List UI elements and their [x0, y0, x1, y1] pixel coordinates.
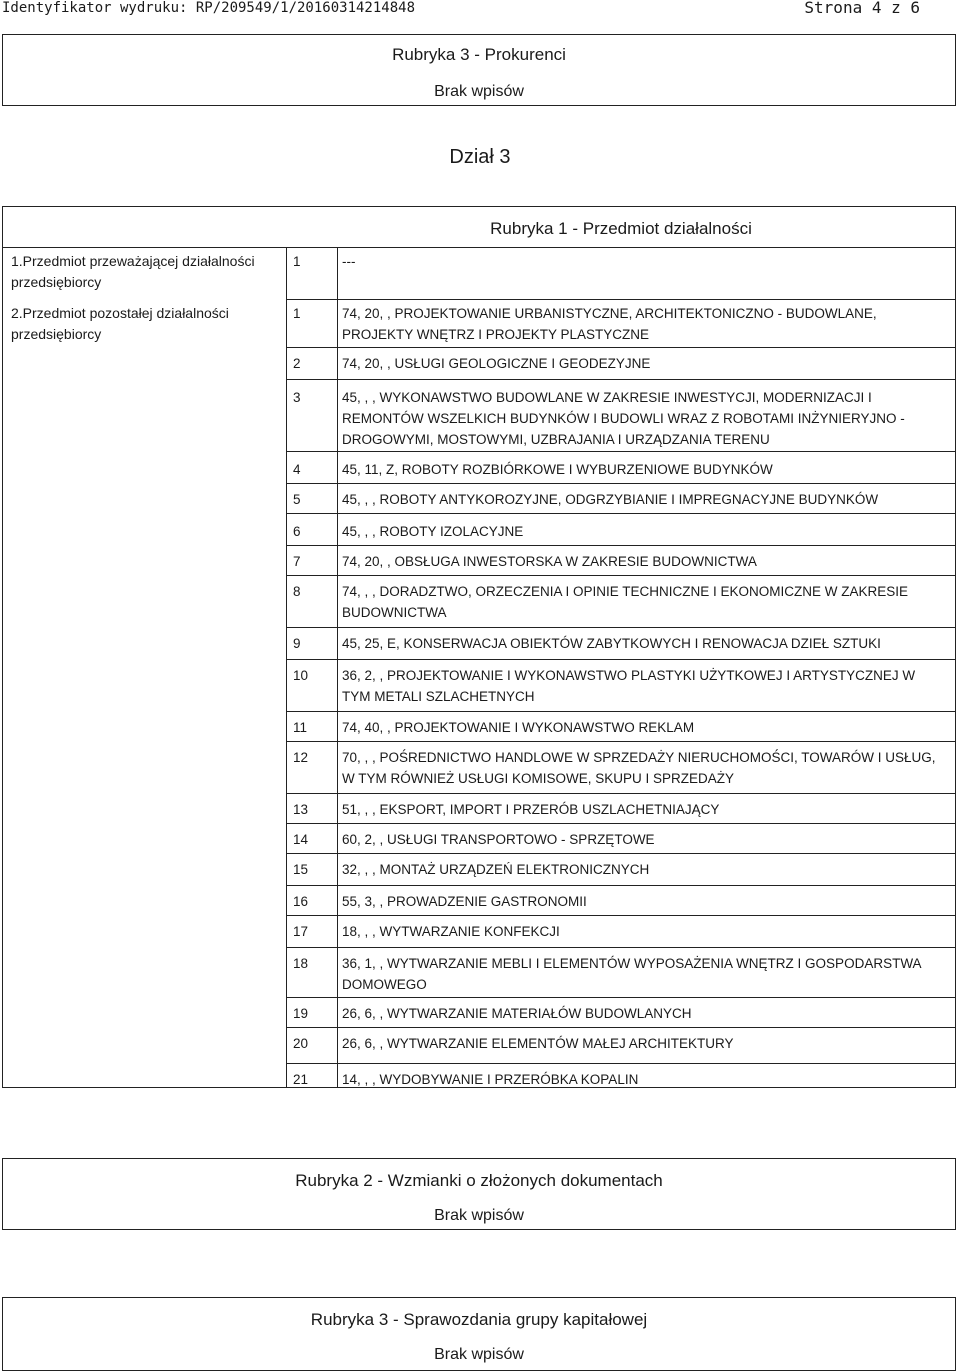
- page-number: Strona 4 z 6: [804, 0, 920, 17]
- row-divider: [287, 347, 955, 348]
- row-number: 21: [293, 1072, 309, 1087]
- row-divider: [287, 711, 955, 712]
- row-number: 8: [293, 584, 301, 599]
- row-number: 3: [293, 390, 301, 405]
- row-divider: [287, 885, 955, 886]
- row-divider: [287, 627, 955, 628]
- row-divider: [287, 545, 955, 546]
- row-number: 2: [293, 356, 301, 371]
- row-number: 5: [293, 492, 301, 507]
- row-text: 51, , , EKSPORT, IMPORT I PRZERÓB USZLACHETNIAJĄCY: [342, 802, 720, 817]
- row-text: 36, 2, , PROJEKTOWANIE I WYKONAWSTWO PLASTYKI UŻYTKOWEJ I ARTYSTYCZNEJ W TYM METALI SZLACHETNYCH: [342, 668, 916, 704]
- section-title: Dział 3: [449, 146, 511, 168]
- main-activity-label: 1.Przedmiot przeważającej działalności przedsiębiorcy: [11, 253, 255, 290]
- label-column: [3, 247, 287, 1087]
- wzmianki-empty: Brak wpisów: [434, 1207, 524, 1224]
- row-divider: [287, 1027, 955, 1028]
- row-divider: [287, 1063, 955, 1064]
- row-number: 1: [293, 306, 301, 321]
- row-divider: [287, 659, 955, 660]
- row-divider: [287, 247, 955, 248]
- sprawozdania-title: Rubryka 3 - Sprawozdania grupy kapitałowej: [310, 1310, 648, 1329]
- row-text: ---: [342, 254, 356, 269]
- row-divider: [287, 451, 955, 452]
- row-number: 1: [293, 254, 301, 269]
- print-identifier: Identyfikator wydruku: RP/209549/1/20160314214848: [2, 0, 416, 16]
- row-text: 45, , , WYKONAWSTWO BUDOWLANE W ZAKRESIE INWESTYCJI, MODERNIZACJI I REMONTÓW WSZELKICH BUDYNKÓW I BUDOWLI WRAZ Z ROBOTAMI INŻYNIERYJNO - DROGOWYMI, MOSTOWYMI, UZBRAJANIA I URZĄDZANIA TERENU: [342, 390, 905, 447]
- row-text: 18, , , WYTWARZANIE KONFEKCJI: [342, 924, 560, 939]
- row-divider: [287, 299, 955, 300]
- row-text: 45, 11, Z, ROBOTY ROZBIÓRKOWE I WYBURZENIOWE BUDYNKÓW: [342, 462, 773, 477]
- row-text: 55, 3, , PROWADZENIE GASTRONOMII: [342, 894, 587, 909]
- sprawozdania-empty: Brak wpisów: [434, 1346, 524, 1363]
- row-divider: [287, 513, 955, 514]
- row-divider: [287, 379, 955, 380]
- row-text: 14, , , WYDOBYWANIE I PRZERÓBKA KOPALIN: [342, 1072, 639, 1087]
- row-number: 19: [293, 1006, 309, 1021]
- row-text: 26, 6, , WYTWARZANIE ELEMENTÓW MAŁEJ ARCHITEKTURY: [342, 1036, 734, 1051]
- row-number: 11: [293, 720, 308, 735]
- row-text: 36, 1, , WYTWARZANIE MEBLI I ELEMENTÓW WYPOSAŻENIA WNĘTRZ I GOSPODARSTWA DOMOWEGO: [342, 956, 921, 992]
- row-text: 26, 6, , WYTWARZANIE MATERIAŁÓW BUDOWLANYCH: [342, 1006, 692, 1021]
- row-divider: [287, 483, 955, 484]
- row-text: 70, , , POŚREDNICTWO HANDLOWE W SPRZEDAŻY NIERUCHOMOŚCI, TOWARÓW I USŁUG, W TYM RÓWNIEŻ USŁUGI KOMISOWE, SKUPU I SPRZEDAŻY: [342, 750, 936, 786]
- prokurenci-box: [2, 34, 956, 106]
- row-divider: [287, 947, 955, 948]
- prokurenci-title: Rubryka 3 - Prokurenci: [392, 45, 566, 64]
- row-text: 45, , , ROBOTY ANTYKOROZYJNE, ODGRZYBIANIE I IMPREGNACYJNE BUDYNKÓW: [342, 492, 879, 507]
- row-number: 18: [293, 956, 309, 971]
- activity-section: [2, 206, 956, 1088]
- row-divider: [287, 793, 955, 794]
- row-number: 6: [293, 524, 301, 539]
- wzmianki-title: Rubryka 2 - Wzmianki o złożonych dokumentach: [295, 1171, 663, 1190]
- row-text: 74, 40, , PROJEKTOWANIE I WYKONAWSTWO REKLAM: [342, 720, 695, 735]
- row-number: 7: [293, 554, 301, 569]
- row-divider: [287, 575, 955, 576]
- row-divider: [287, 997, 955, 998]
- row-number: 9: [293, 636, 301, 651]
- rubryka1-title: Rubryka 1 - Przedmiot działalności: [490, 219, 752, 238]
- row-text: 74, , , DORADZTWO, ORZECZENIA I OPINIE TECHNICZNE I EKONOMICZNE W ZAKRESIE BUDOWNICTWA: [342, 584, 909, 620]
- row-divider: [287, 823, 955, 824]
- row-text: 32, , , MONTAŻ URZĄDZEŃ ELEKTRONICZNYCH: [342, 862, 650, 877]
- row-divider: [287, 915, 955, 916]
- row-number: 12: [293, 750, 309, 765]
- row-text: 74, 20, , PROJEKTOWANIE URBANISTYCZNE, ARCHITEKTONICZNO - BUDOWLANE, PROJEKTY WNĘTRZ I PROJEKTY PLASTYCZNE: [342, 306, 877, 342]
- row-text: 74, 20, , USŁUGI GEOLOGICZNE I GEODEZYJNE: [342, 356, 651, 371]
- other-activity-label: 2.Przedmiot pozostałej działalności przedsiębiorcy: [11, 305, 229, 342]
- row-number: 14: [293, 832, 309, 847]
- number-column-divider: [337, 247, 338, 1087]
- row-number: 17: [293, 924, 309, 939]
- row-number: 20: [293, 1036, 309, 1051]
- wzmianki-box: [2, 1158, 956, 1230]
- row-text: 74, 20, , OBSŁUGA INWESTORSKA W ZAKRESIE BUDOWNICTWA: [342, 554, 757, 569]
- row-divider: [287, 853, 955, 854]
- row-number: 15: [293, 862, 309, 877]
- sprawozdania-box: [2, 1297, 956, 1371]
- row-number: 10: [293, 668, 309, 683]
- row-text: 45, , , ROBOTY IZOLACYJNE: [342, 524, 524, 539]
- row-text: 60, 2, , USŁUGI TRANSPORTOWO - SPRZĘTOWE: [342, 832, 655, 847]
- row-number: 13: [293, 802, 309, 817]
- row-divider: [287, 741, 955, 742]
- prokurenci-empty: Brak wpisów: [434, 83, 524, 100]
- row-text: 45, 25, E, KONSERWACJA OBIEKTÓW ZABYTKOWYCH I RENOWACJA DZIEŁ SZTUKI: [342, 636, 881, 651]
- row-number: 16: [293, 894, 309, 909]
- row-number: 4: [293, 462, 301, 477]
